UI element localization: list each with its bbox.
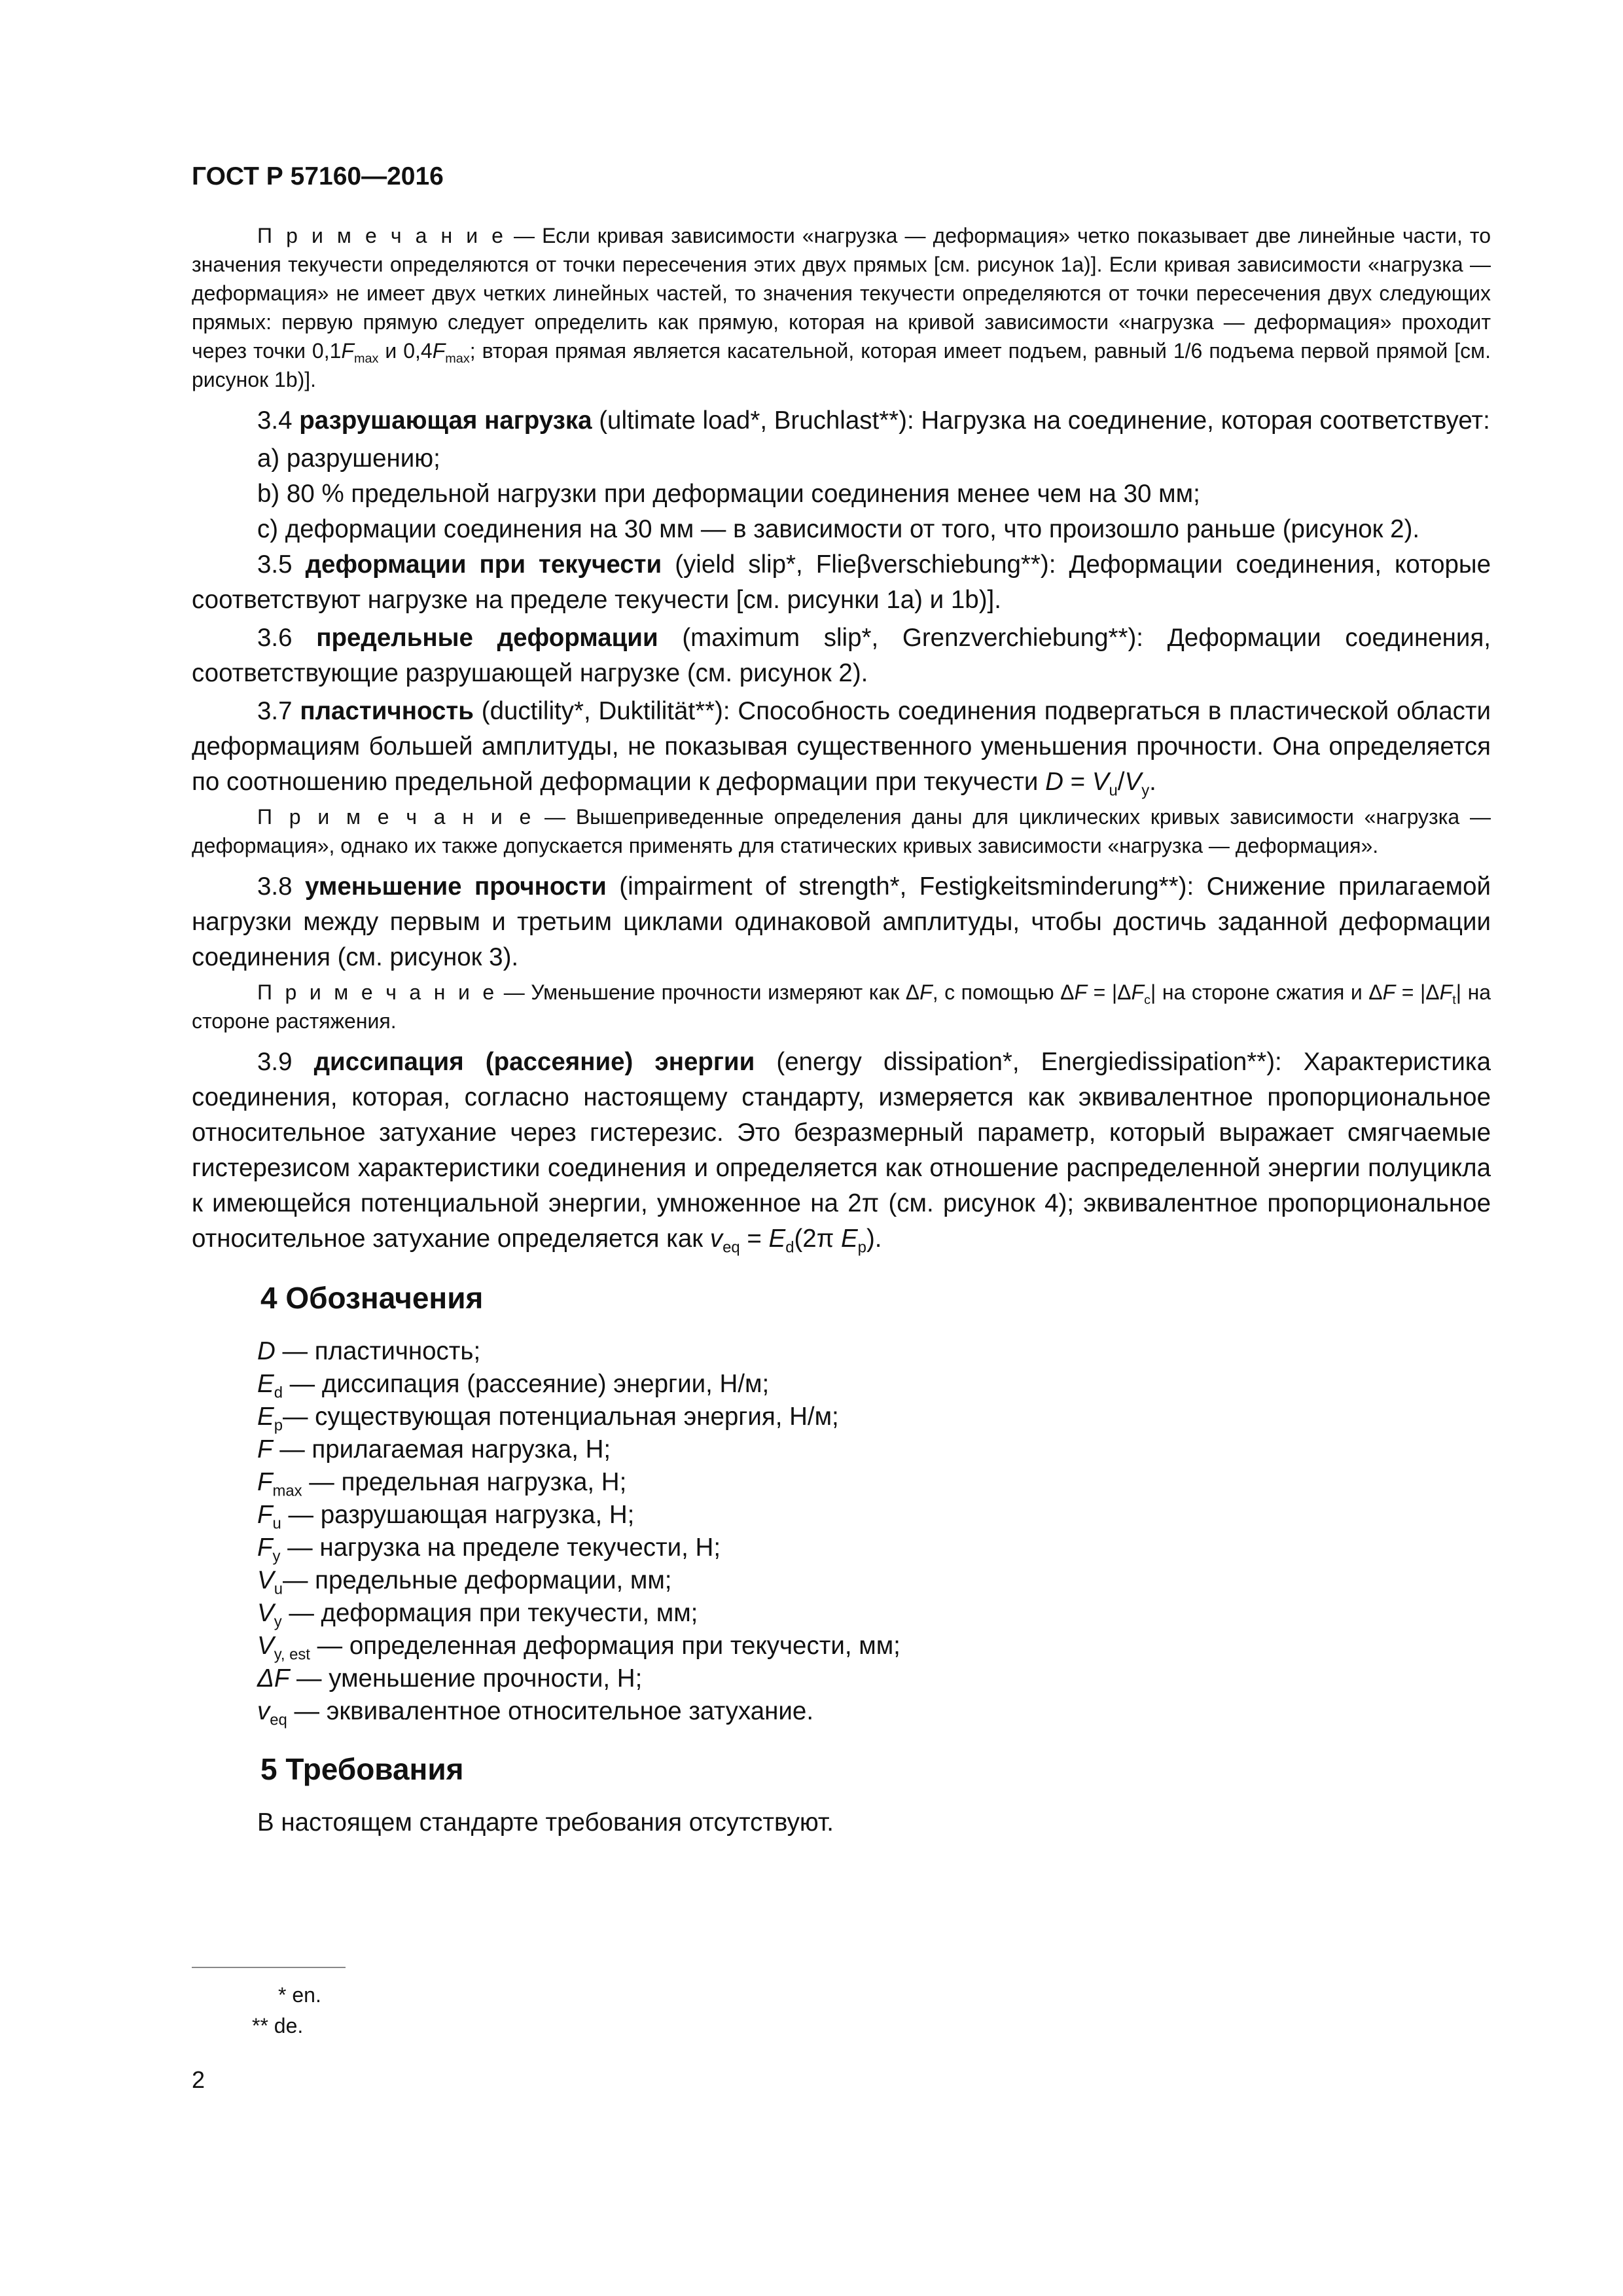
term-maximum-slip: предельные деформации bbox=[316, 624, 658, 652]
definition-3-6: 3.6 предельные деформации (maximum slip*, Grenzverchiebung**): Деформации соединения, соответствующие разрушающей нагрузке (см. рисунок 2). bbox=[192, 624, 1491, 687]
note-label: П р и м е ч а н и е bbox=[257, 980, 498, 1004]
term-yield-slip: деформации при текучести bbox=[305, 550, 662, 579]
footnote-en: * en. bbox=[278, 1983, 321, 2007]
definition-3-5: 3.5 деформации при текучести (yield slip*, Flieβverschiebung**): Деформации соединения, которые соответствуют нагрузке на пределе текучести [см. рисунки 1а) и 1b)]. bbox=[192, 550, 1491, 614]
footnote-de: ** de. bbox=[252, 2014, 304, 2037]
symbol-item: $v_{eq}$ — эквивалентное относительное затухание. bbox=[257, 1697, 814, 1729]
symbol-item: $V_u—$ предельные деформации, мм; bbox=[257, 1566, 672, 1598]
section-5-title: 5 Требования bbox=[260, 1752, 464, 1786]
symbol-item: $V_{y, est}$ — определенная деформация при текучести, мм; bbox=[257, 1632, 901, 1664]
note-yield-values: П р и м е ч а н и е — Если кривая зависимости «нагрузка — деформация» четко показывает две линейные части, то значения текучести определяются от точки пересечения этих двух прямых [см. рисунок 1а)]. Если кривая зависимости «нагрузка — деформация» не имеет двух четких линейных частей, то значения текучести определяются от точки пересечения двух следующих прямых: первую прямую следует определить как прямую, которая на кривой зависимости «нагрузка — деформация» проходит через точки $0,1F_{max}$ и $0,4F_{max}$; вторая прямая является касательной, которая имеет подъем, равный 1/6 подъема первой прямой [см. рисунок 1b)]. bbox=[192, 224, 1491, 391]
symbol-item: ΔF — уменьшение прочности, Н; bbox=[257, 1664, 643, 1693]
symbol-item: D — пластичность; bbox=[257, 1337, 481, 1365]
section-5-text: В настоящем стандарте требования отсутствуют. bbox=[257, 1808, 834, 1837]
symbol-item: F — прилагаемая нагрузка, Н; bbox=[257, 1435, 611, 1463]
symbols-list bbox=[192, 1335, 1491, 1728]
note-strength-measure: П р и м е ч а н и е — Уменьшение прочности измеряют как ΔF, с помощью $\Delta F = |\Delta F_c|$ на стороне сжатия и $\Delta F = |\Delta F_t|$ на стороне растяжения. bbox=[192, 980, 1491, 1033]
list-item: с) деформации соединения на 30 мм — в зависимости от того, что произошло раньше (рисунок 2). bbox=[257, 515, 1420, 543]
list-item: а) разрушению; bbox=[257, 444, 440, 473]
page-number: 2 bbox=[192, 2066, 205, 2093]
note-label: П р и м е ч а н и е bbox=[257, 805, 535, 829]
symbol-item: $F_y$ — нагрузка на пределе текучести, Н; bbox=[257, 1534, 721, 1566]
note-label: П р и м е ч а н и е bbox=[257, 224, 507, 247]
list-item: b) 80 % предельной нагрузки при деформации соединения менее чем на 30 мм; bbox=[257, 480, 1200, 508]
footnote-divider bbox=[192, 1967, 346, 1968]
symbol-item: $E_d$ — диссипация (рассеяние) энергии, Н/м; bbox=[257, 1370, 770, 1402]
document-header: ГОСТ Р 57160—2016 bbox=[192, 162, 444, 190]
term-impairment-of-strength: уменьшение прочности bbox=[304, 872, 607, 901]
symbol-item: $F_u$ — разрушающая нагрузка, Н; bbox=[257, 1501, 635, 1533]
symbol-item: $V_y$ — деформация при текучести, мм; bbox=[257, 1599, 698, 1631]
term-ductility: пластичность bbox=[300, 697, 474, 725]
definition-3-7: 3.7 пластичность (ductility*, Duktilität**): Способность соединения подвергаться в пластической области деформациям большей амплитуды, не показывая существенного уменьшения прочности. Она определяется по соотношению предельной деформации к деформации при текучести $D = V_u/V_y$. bbox=[192, 697, 1491, 800]
page-content bbox=[192, 221, 1491, 1839]
symbol-item: $E_p—$ существующая потенциальная энергия, Н/м; bbox=[257, 1403, 839, 1435]
term-energy-dissipation: диссипация (рассеяние) энергии bbox=[313, 1048, 755, 1076]
definition-3-9: 3.9 диссипация (рассеяние) энергии (energy dissipation*, Energiedissipation**): Характеристика соединения, которая, согласно настоящему стандарту, измеряется как эквивалентное пропорциональное относительное затухание через гистерезис. Это безразмерный параметр, который выражает смягчаемые гистерезисом характеристики соединения и определяется как отношение распределенной энергии полуцикла к имеющейся потенциальной энергии, умноженное на 2π (см. рисунок 4); эквивалентное пропорциональное относительное затухание определяется как $v_{eq} = E_d(2\pi$ $E_p$). bbox=[192, 1048, 1491, 1257]
term-ultimate-load: разрушающая нагрузка bbox=[299, 406, 592, 435]
definition-3-8: 3.8 уменьшение прочности (impairment of strength*, Festigkeitsminderung**): Снижение прилагаемой нагрузки между первым и третьим циклами одинаковой амплитуды, чтобы достичь заданной деформации соединения (см. рисунок 3). bbox=[192, 872, 1491, 971]
section-4-title: 4 Обозначения bbox=[260, 1281, 484, 1315]
definition-3-4: 3.4 разрушающая нагрузка (ultimate load*, Bruchlast**): Нагрузка на соединение, которая соответствует: bbox=[257, 406, 1490, 435]
symbol-item: $F_{max}$ — предельная нагрузка, Н; bbox=[257, 1468, 627, 1500]
note-cyclic-curves: П р и м е ч а н и е — Вышеприведенные определения даны для циклических кривых зависимости «нагрузка — деформация», однако их также допускается применять для статических кривых зависимости «нагрузка — деформация». bbox=[192, 805, 1491, 857]
